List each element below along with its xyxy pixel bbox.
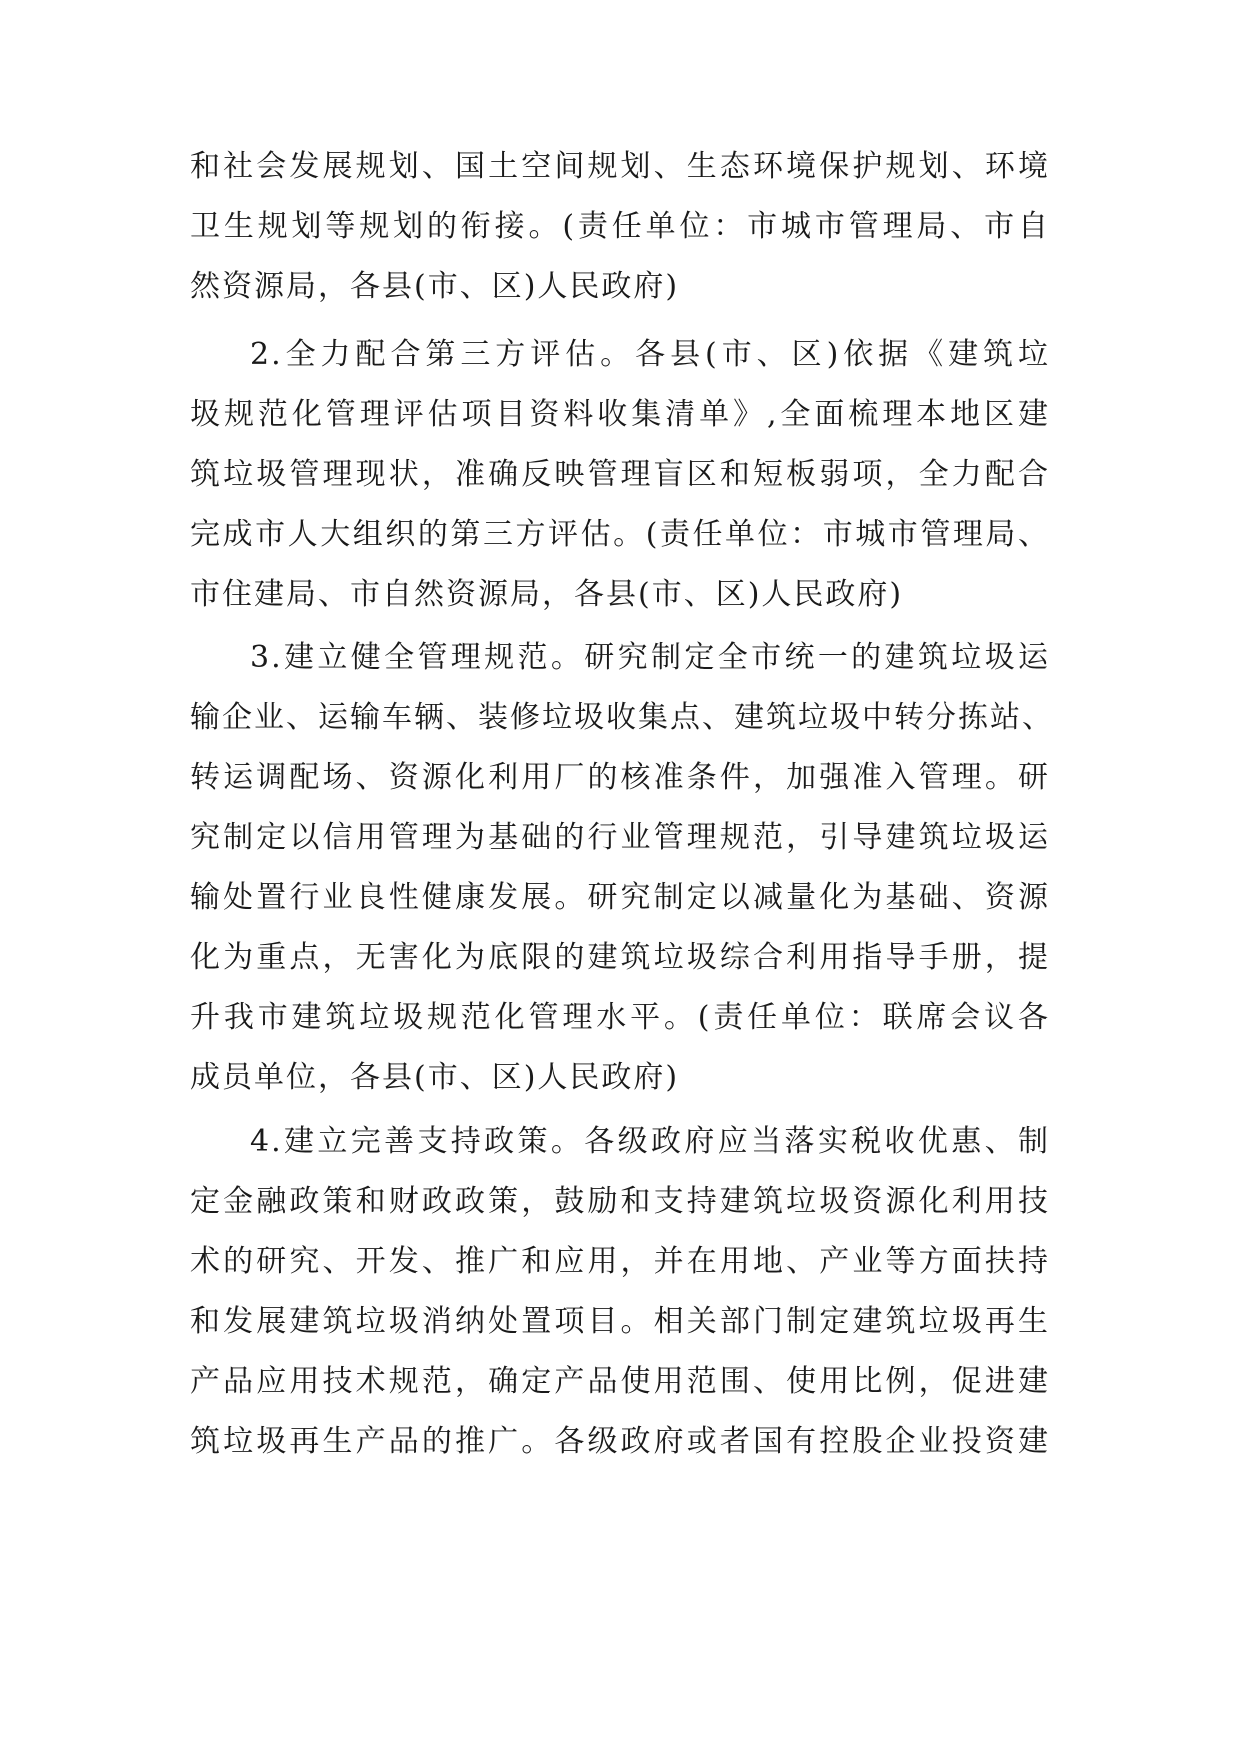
text-line: 圾规范化管理评估项目资料收集清单》,全面梳理本地区建 [190,397,1050,432]
text-line: 完成市人大组织的第三方评估。(责任单位：市城市管理局、 [190,517,1050,552]
text-line: 和社会发展规划、国土空间规划、生态环境保护规划、环境 [190,149,1050,184]
paragraph-4 [190,1112,1050,1472]
text-line: 升我市建筑垃圾规范化管理水平。(责任单位：联席会议各 [190,1000,1050,1035]
text-line: 筑垃圾再生产品的推广。各级政府或者国有控股企业投资建 [190,1424,1050,1459]
text-line: 输处置行业良性健康发展。研究制定以减量化为基础、资源 [190,880,1050,915]
paragraph-2 [190,325,1050,625]
text-line: 化为重点，无害化为底限的建筑垃圾综合利用指导手册，提 [190,940,1050,975]
text-line: 4.建立完善支持政策。各级政府应当落实税收优惠、制 [250,1124,1050,1159]
text-line: 转运调配场、资源化利用厂的核准条件，加强准入管理。研 [190,760,1050,795]
text-line: 卫生规划等规划的衔接。(责任单位：市城市管理局、市自 [190,209,1050,244]
text-line: 市住建局、市自然资源局，各县(市、区)人民政府) [190,577,904,612]
paragraph-3 [190,628,1054,1108]
text-line: 和发展建筑垃圾消纳处置项目。相关部门制定建筑垃圾再生 [190,1304,1050,1339]
text-line: 术的研究、开发、推广和应用，并在用地、产业等方面扶持 [190,1244,1050,1279]
text-line: 输企业、运输车辆、装修垃圾收集点、建筑垃圾中转分拣站、 [190,700,1054,735]
text-line: 究制定以信用管理为基础的行业管理规范，引导建筑垃圾运 [190,820,1050,855]
text-line: 定金融政策和财政政策，鼓励和支持建筑垃圾资源化利用技 [190,1184,1050,1219]
text-line: 成员单位，各县(市、区)人民政府) [190,1060,680,1095]
text-line: 3.建立健全管理规范。研究制定全市统一的建筑垃圾运 [250,640,1050,675]
paragraph-1 [190,137,1050,317]
text-line: 然资源局，各县(市、区)人民政府) [190,269,680,304]
text-line: 2.全力配合第三方评估。各县(市、区)依据《建筑垃 [250,337,1050,372]
text-line: 产品应用技术规范，确定产品使用范围、使用比例，促进建 [190,1364,1050,1399]
text-line: 筑垃圾管理现状，准确反映管理盲区和短板弱项，全力配合 [190,457,1050,492]
